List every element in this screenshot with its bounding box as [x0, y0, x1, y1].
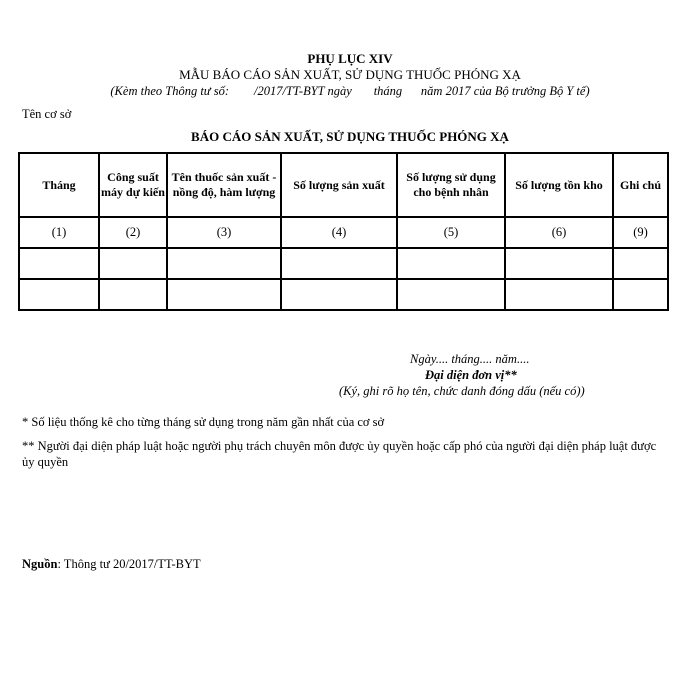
- report-title: BÁO CÁO SẢN XUẤT, SỬ DỤNG THUỐC PHÓNG XẠ: [191, 129, 509, 144]
- table-cell[interactable]: [19, 279, 99, 310]
- table-number-row: [19, 217, 668, 248]
- table-cell[interactable]: [613, 248, 668, 279]
- source-line: [22, 557, 201, 572]
- table-row: [19, 279, 668, 310]
- table-cell[interactable]: [613, 279, 668, 310]
- form-title: MẪU BÁO CÁO SẢN XUẤT, SỬ DỤNG THUỐC PHÓNG XẠ: [179, 67, 521, 82]
- attach-note: (Kèm theo Thông tư số: /2017/TT-BYT ngày tháng năm 2017 của Bộ trưởng Bộ Y tế): [110, 84, 590, 98]
- table-row: [19, 248, 668, 279]
- header-cell-production-qty: Số lượng sản xuất: [281, 153, 397, 217]
- column-number: (5): [397, 217, 505, 248]
- signature-note: (Ký, ghi rõ họ tên, chức danh đóng dấu (nếu có)): [339, 384, 585, 398]
- table-cell[interactable]: [99, 248, 167, 279]
- date-line: Ngày.... tháng.... năm....: [410, 352, 530, 366]
- header-cell-patient-use-qty: Số lượng sử dụng cho bệnh nhân: [397, 153, 505, 217]
- table-header-row: [19, 153, 668, 217]
- column-number: (6): [505, 217, 613, 248]
- footnote-1: * Số liệu thống kê cho từng tháng sử dụng trong năm gần nhất của cơ sở: [22, 415, 385, 429]
- table-cell[interactable]: [281, 279, 397, 310]
- source-label: Nguồn: [22, 557, 58, 571]
- table-cell[interactable]: [505, 279, 613, 310]
- facility-label: Tên cơ sở: [22, 107, 72, 121]
- column-number: (1): [19, 217, 99, 248]
- table-cell[interactable]: [397, 279, 505, 310]
- source-text: : Thông tư 20/2017/TT-BYT: [57, 557, 201, 571]
- column-number: (4): [281, 217, 397, 248]
- header-cell-capacity: Công suất máy dự kiến: [99, 153, 167, 217]
- table-cell[interactable]: [167, 279, 281, 310]
- footnote-2: ** Người đại diện pháp luật hoặc người phụ trách chuyên môn được ủy quyền hoặc cấp phó của người đại diện pháp luật được ủy quyền: [22, 439, 657, 469]
- header-cell-drug-name: Tên thuốc sản xuất - nồng độ, hàm lượng: [167, 153, 281, 217]
- column-number: (2): [99, 217, 167, 248]
- representative-title: Đại diện đơn vị**: [425, 368, 517, 382]
- table-cell[interactable]: [19, 248, 99, 279]
- header-cell-notes: Ghi chú: [613, 153, 668, 217]
- table-cell[interactable]: [281, 248, 397, 279]
- table-cell[interactable]: [167, 248, 281, 279]
- table-cell[interactable]: [505, 248, 613, 279]
- header-cell-month: Tháng: [19, 153, 99, 217]
- column-number: (9): [613, 217, 668, 248]
- column-number: (3): [167, 217, 281, 248]
- table-cell[interactable]: [99, 279, 167, 310]
- table-cell[interactable]: [397, 248, 505, 279]
- appendix-title: PHỤ LỤC XIV: [307, 51, 393, 66]
- report-table: [18, 152, 669, 311]
- header-cell-stock-qty: Số lượng tồn kho: [505, 153, 613, 217]
